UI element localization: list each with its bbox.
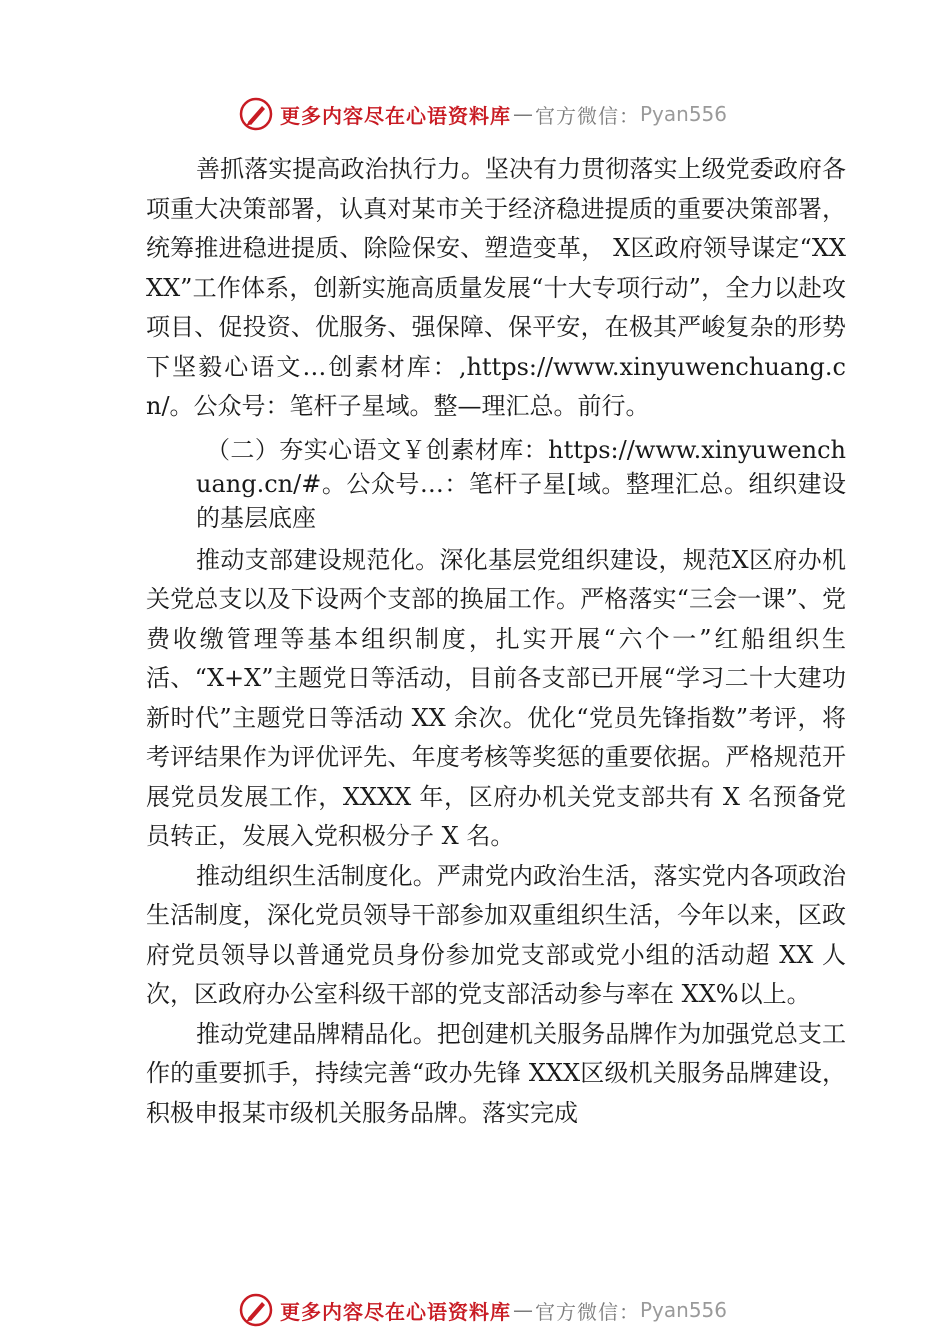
paragraph-brand-building: 推动党建品牌精品化。把创建机关服务品牌作为加强党总支工作的重要抓手，持续完善“政办先锋 XXX区级机关服务品牌建设，积极申报某市级机关服务品牌。落实完成: [146, 1019, 846, 1127]
banner-title: 更多内容尽在心语资料库: [280, 103, 511, 128]
banner-wechat-label: 官方微信：: [535, 103, 640, 128]
footer-banner-title: 更多内容尽在心语资料库: [280, 1299, 511, 1324]
paragraph-execution: 善抓落实提高政治执行力。坚决有力贯彻落实上级党委政府各项重大决策部署，认真对某市关于经济稳进提质的重要决策部署，统筹推进稳进提质、除险保安、塑造变革， X区政府领导谋定“XXXX”工作体系，创新实施高质量发展“十大专项行动”，全力以赴攻项目、促投资、优服务、强保障、保平安，在极其严峻复杂的形势下坚毅心语文…创素材库：,https://www.xinyuwenchuang.cn/。公众号：笔杆子星域。整—理汇总。前行。: [146, 155, 846, 420]
document-body: [146, 150, 846, 1133]
banner-separator: —: [513, 102, 533, 126]
banner-wechat-id: Pyan556: [640, 102, 728, 126]
footer-banner-wechat-id: Pyan556: [640, 1298, 728, 1322]
pen-circle-logo-icon: [238, 96, 274, 132]
paragraph-organization-life: 推动组织生活制度化。严肃党内政治生活，落实党内各项政治生活制度，深化党员领导干部参加双重组织生活，今年以来，区政府党员领导以普通党员身份参加党支部或党小组的活动超 XX 人次，区政府办公室科级干部的党支部活动参与率在 XX%以上。: [146, 861, 846, 1008]
footer-banner-separator: —: [513, 1298, 533, 1322]
footer-banner: [238, 1290, 727, 1330]
paragraph-branch-building: 推动支部建设规范化。深化基层党组织建设，规范X区府办机关党总支以及下设两个支部的换届工作。严格落实“三会一课”、党费收缴管理等基本组织制度，扎实开展“六个一”红船组织生活、“X+X”主题党日等活动，目前各支部已开展“学习二十大建功新时代”主题党日等活动 XX 余次。优化“党员先锋指数”考评，将考评结果作为评优评先、年度考核等奖惩的重要依据。严格规范开展党员发展工作，XXXX 年，区府办机关党支部共有 X 名预备党员转正，发展入党积极分子 X 名。: [146, 545, 846, 850]
section-heading: （二）夯实心语文￥创素材库：https://www.xinyuwenchuang.cn/#。公众号…：笔杆子星[域。整理汇总。组织建设的基层底座: [196, 435, 846, 532]
header-banner: [238, 94, 727, 134]
footer-banner-wechat-label: 官方微信：: [535, 1299, 640, 1324]
pen-circle-logo-icon: [238, 1292, 274, 1328]
